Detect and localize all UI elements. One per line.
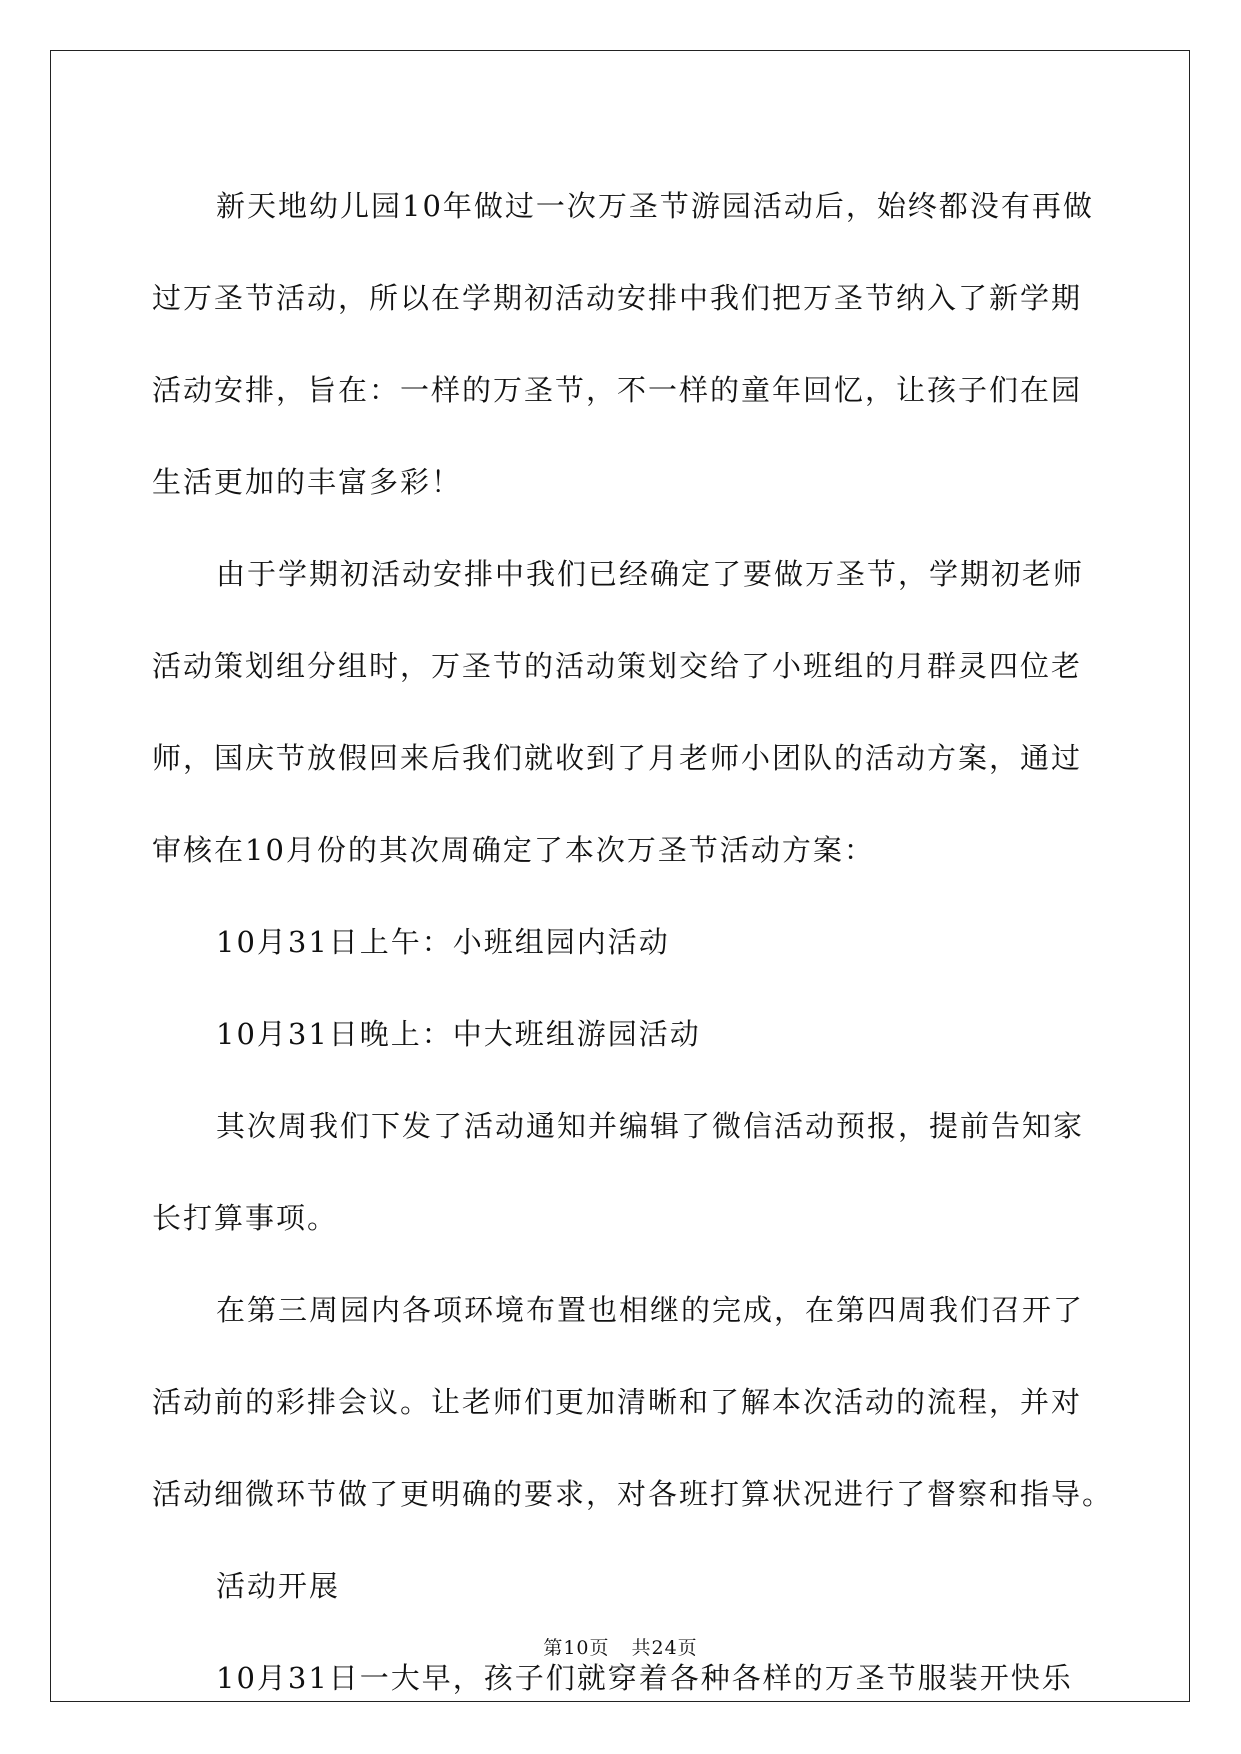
text-line: 师，国庆节放假回来后我们就收到了月老师小团队的活动方案，通过 [152, 741, 1083, 775]
text-line: 活动细微环节做了更明确的要求，对各班打算状况进行了督察和指导。 [152, 1477, 1114, 1511]
text-line: 生活更加的丰富多彩！ [152, 465, 463, 499]
document-body [152, 160, 1114, 1724]
text-line: 在第三周园内各项环境布置也相继的完成，在第四周我们召开了 [216, 1293, 1085, 1327]
text-line: 其次周我们下发了活动通知并编辑了微信活动预报，提前告知家 [216, 1109, 1085, 1143]
page-total: 共24页 [631, 1637, 698, 1659]
text-line: 10月31日一大早，孩子们就穿着各种各样的万圣节服装开快乐 [216, 1661, 1073, 1695]
page-footer [0, 1633, 1241, 1660]
section-heading: 活动开展 [216, 1569, 341, 1603]
text-line: 10月31日晚上：中大班组游园活动 [216, 1017, 701, 1051]
page-number: 第10页 [543, 1637, 610, 1659]
text-line: 活动策划组分组时，万圣节的活动策划交给了小班组的月群灵四位老 [152, 649, 1083, 683]
text-line: 活动前的彩排会议。让老师们更加清晰和了解本次活动的流程，并对 [152, 1385, 1083, 1419]
text-line: 10月31日上午：小班组园内活动 [216, 925, 670, 959]
text-line: 活动安排，旨在：一样的万圣节，不一样的童年回忆，让孩子们在园 [152, 373, 1083, 407]
text-line: 过万圣节活动，所以在学期初活动安排中我们把万圣节纳入了新学期 [152, 281, 1083, 315]
text-line: 由于学期初活动安排中我们已经确定了要做万圣节，学期初老师 [216, 557, 1085, 591]
text-line: 审核在10月份的其次周确定了本次万圣节活动方案： [152, 833, 875, 867]
text-line: 新天地幼儿园10年做过一次万圣节游园活动后，始终都没有再做 [216, 189, 1094, 223]
text-line: 长打算事项。 [152, 1201, 339, 1235]
